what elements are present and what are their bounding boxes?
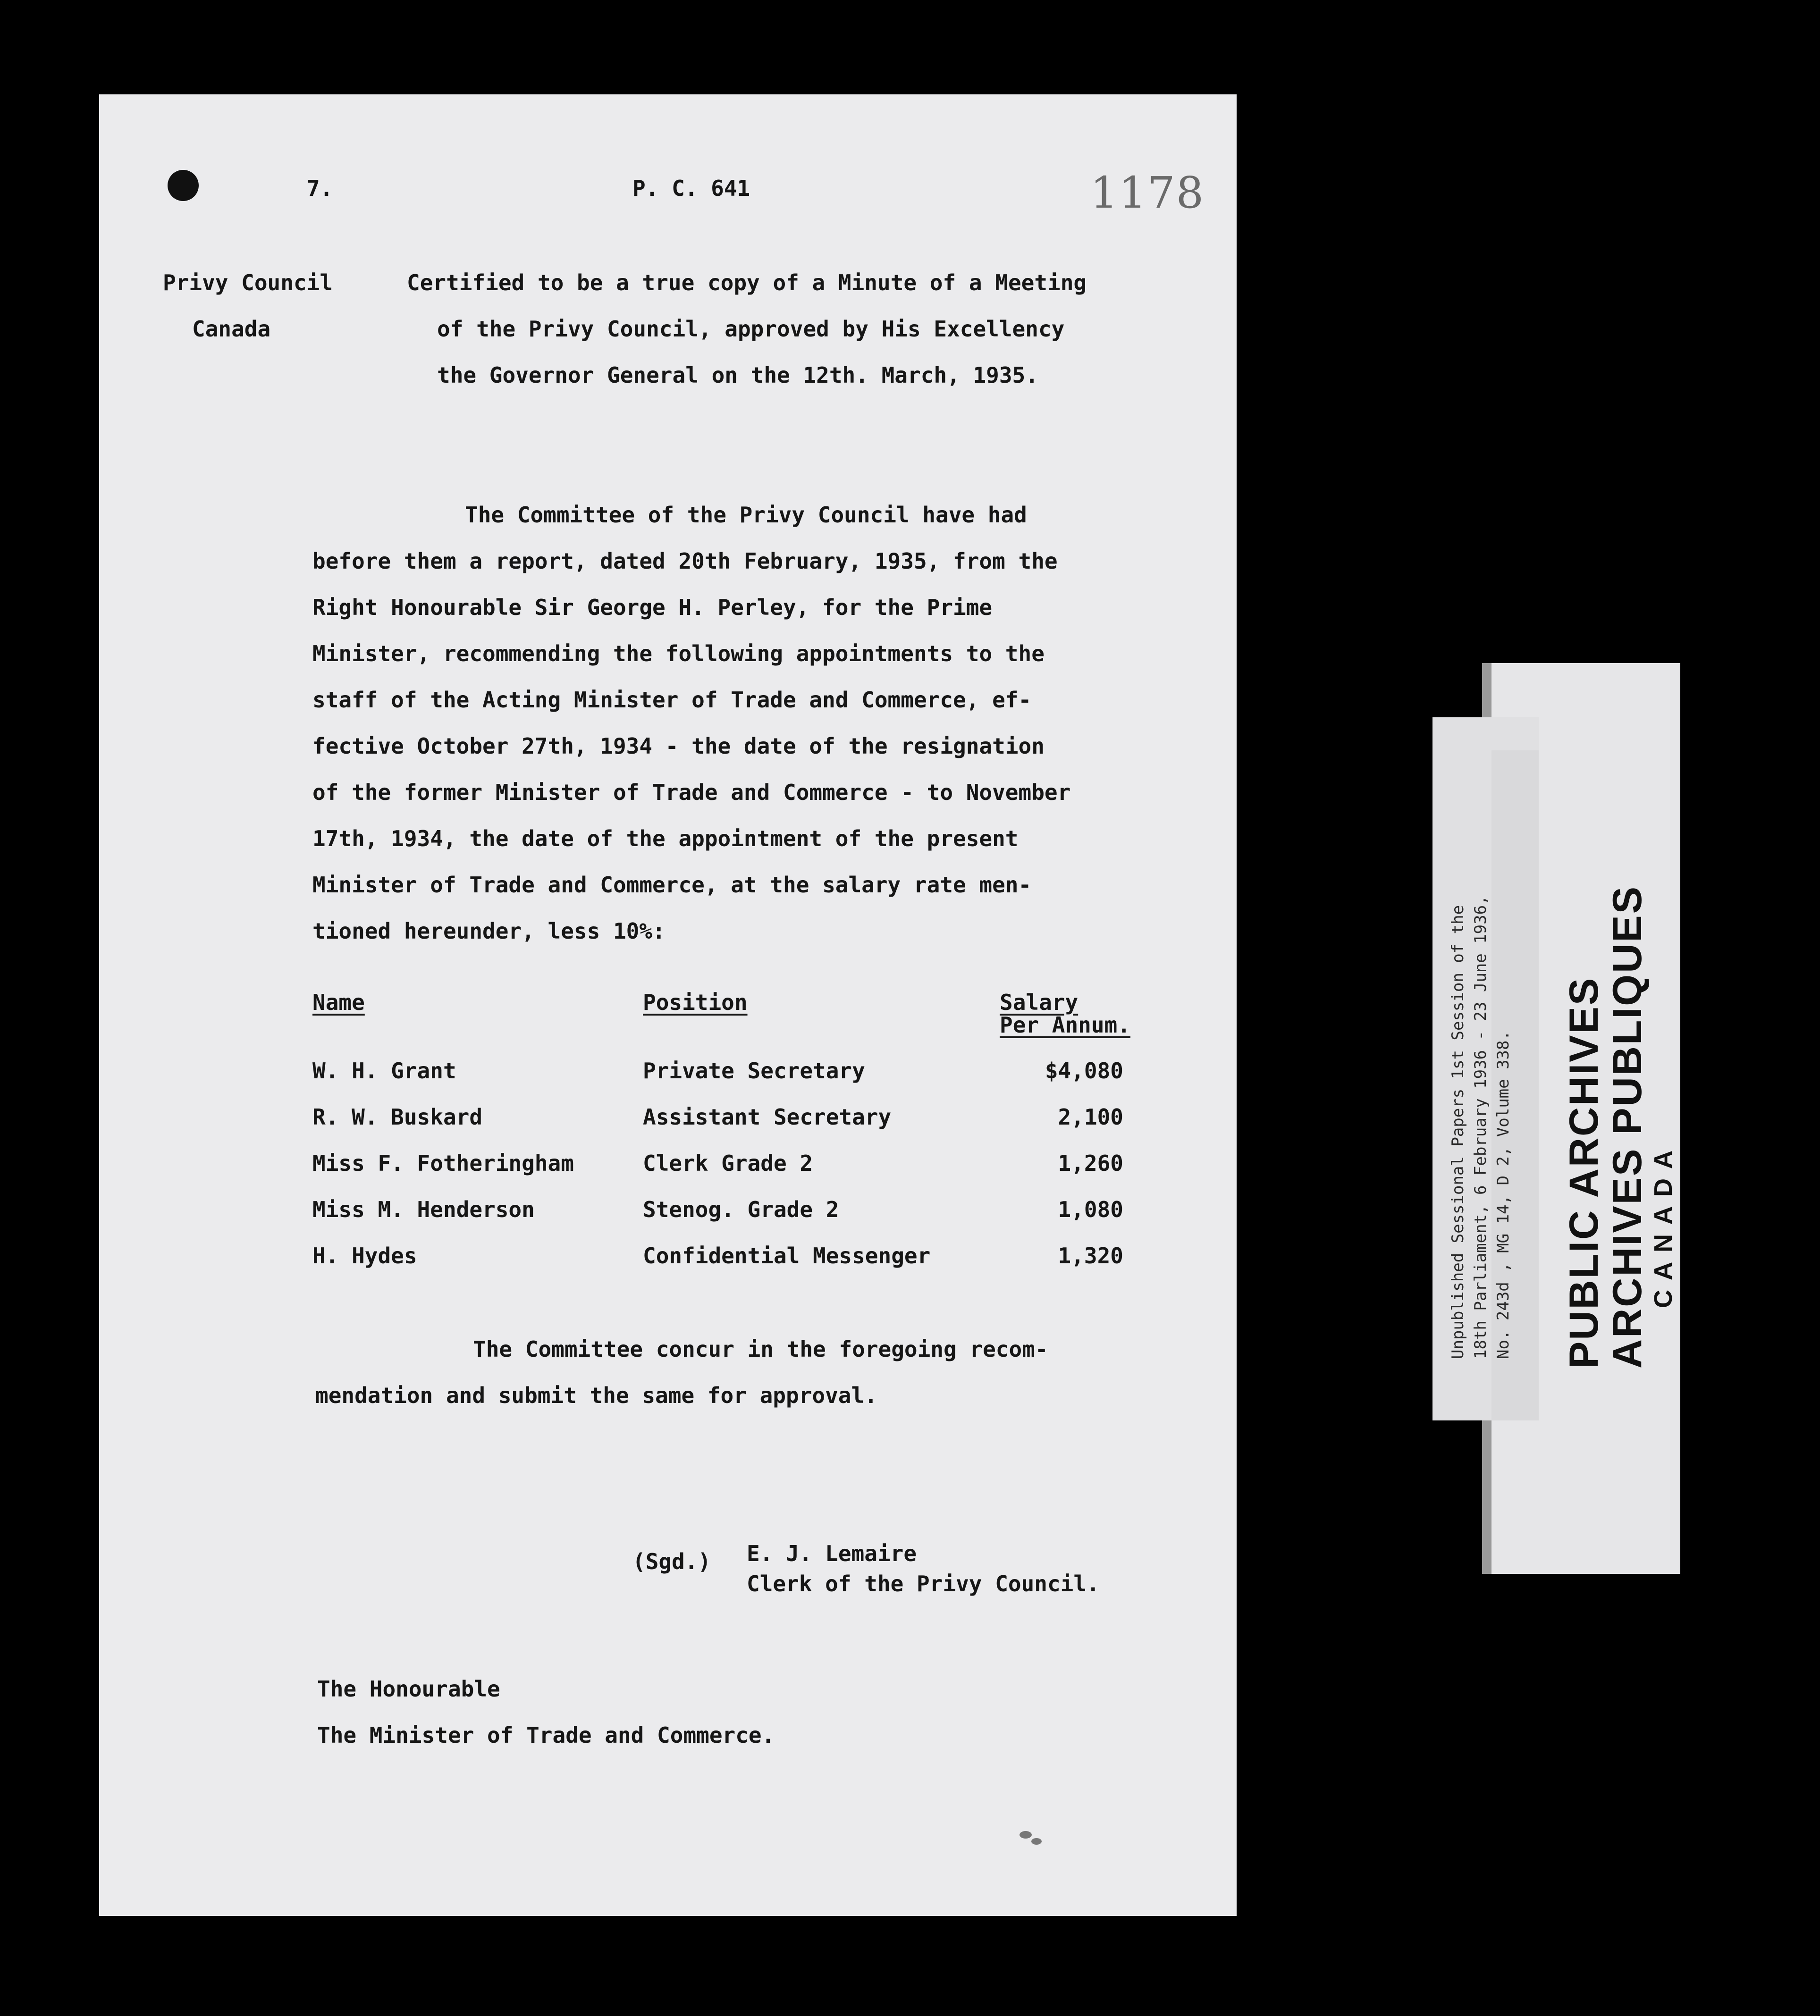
column-header-salary-2: Per Annum. [1000,1012,1130,1038]
body-line-1: The Committee of the Privy Council have had [465,502,1027,528]
column-header-salary-1: Salary [1000,990,1079,1015]
row-position: Stenog. Grade 2 [643,1197,839,1222]
addressee-line-2: The Minister of Trade and Commerce. [317,1722,775,1748]
body-line-10: tioned hereunder, less 10%: [312,918,666,944]
row-name: R. W. Buskard [312,1104,483,1130]
body-line-7: of the former Minister of Trade and Commerce - to November [312,780,1071,805]
handwritten-folio: 1178 [1090,168,1205,218]
row-salary: 2,100 [1058,1104,1123,1130]
signature-name: E. J. Lemaire [747,1541,917,1566]
row-salary: $4,080 [1045,1058,1123,1084]
order-number: P. C. 641 [632,176,750,201]
punch-hole [168,170,199,201]
certification-line-2: of the Privy Council, approved by His Excellency [437,316,1065,342]
issuer-line-2: Canada [192,316,271,342]
row-salary: 1,320 [1058,1243,1123,1268]
archive-reference-slip [1447,895,1515,1359]
signature-prefix: (Sgd.) [632,1549,711,1574]
slip-line-1: Unpublished Sessional Papers 1st Session of the [1449,905,1467,1359]
column-header-position: Position [643,990,748,1015]
ink-blot [1020,1831,1032,1839]
row-salary: 1,080 [1058,1197,1123,1222]
certification-line-1: Certified to be a true copy of a Minute of a Meeting [407,270,1087,295]
stamp-line-3: CANADA [1649,1141,1677,1308]
body-line-3: Right Honourable Sir George H. Perley, for the Prime [312,595,993,620]
issuer-line-1: Privy Council [163,270,333,295]
row-name: H. Hydes [312,1243,417,1268]
row-name: Miss M. Henderson [312,1197,535,1222]
row-position: Private Secretary [643,1058,865,1084]
stamp-line-1: PUBLIC ARCHIVES [1561,976,1607,1369]
row-position: Assistant Secretary [643,1104,892,1130]
row-name: W. H. Grant [312,1058,456,1084]
row-salary: 1,260 [1058,1151,1123,1176]
concurrence-line-1: The Committee concur in the foregoing recom- [473,1336,1048,1362]
row-position: Clerk Grade 2 [643,1151,813,1176]
body-line-5: staff of the Acting Minister of Trade and Commerce, ef- [312,687,1032,713]
row-name: Miss F. Fotheringham [312,1151,574,1176]
certification-line-3: the Governor General on the 12th. March, 1935. [437,362,1038,388]
slip-line-2: 18th Parliament, 6 February 1936 - 23 June 1936, [1471,895,1490,1359]
concurrence-line-2: mendation and submit the same for approval. [315,1383,877,1408]
archives-stamp [1562,885,1677,1369]
body-line-6: fective October 27th, 1934 - the date of the resignation [312,733,1045,759]
document-page [99,94,1237,1916]
body-line-8: 17th, 1934, the date of the appointment of the present [312,826,1019,851]
stamp-line-2: ARCHIVES PUBLIQUES [1605,885,1650,1369]
addressee-line-1: The Honourable [317,1676,500,1702]
row-position: Confidential Messenger [643,1243,931,1268]
body-line-4: Minister, recommending the following appointments to the [312,641,1045,666]
column-header-name: Name [312,990,365,1015]
ink-blot [1031,1838,1042,1845]
page-number: 7. [307,176,333,201]
body-line-9: Minister of Trade and Commerce, at the salary rate men- [312,872,1032,898]
signature-title: Clerk of the Privy Council. [747,1571,1100,1596]
slip-line-3: No. 243d , MG 14, D 2, Volume 338. [1494,1031,1513,1359]
body-line-2: before them a report, dated 20th February, 1935, from the [312,548,1058,574]
